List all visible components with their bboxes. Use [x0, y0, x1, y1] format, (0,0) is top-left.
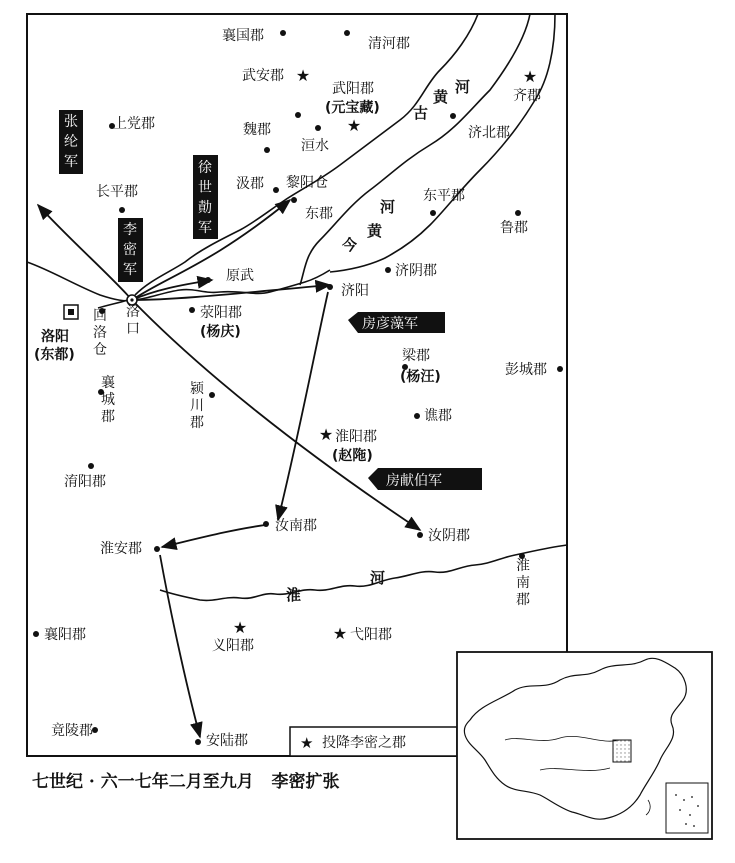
army-text: 徐 [198, 160, 212, 176]
place-label: 上党郡 [113, 116, 155, 132]
army-text: 李 [123, 222, 137, 238]
army-text: 军 [198, 220, 212, 236]
army-text: 密 [123, 242, 137, 258]
place-label: 洛阳 [41, 329, 69, 345]
route-fangxianbo [132, 300, 420, 530]
place-label: 颍川郡 [190, 381, 204, 431]
place-label: 梁郡 [402, 348, 430, 364]
place-label: 济北郡 [468, 125, 510, 141]
route-to-jiyang [132, 285, 330, 300]
army-text: 勣 [198, 200, 212, 216]
rivers [27, 14, 567, 600]
place-label: (元宝藏) [325, 100, 380, 116]
star-icon: ★ [318, 425, 334, 444]
army-text: 军 [64, 154, 78, 170]
place-label: 清河郡 [368, 36, 410, 52]
river-label-char: 河 [455, 78, 471, 96]
place-label: 襄国郡 [222, 28, 264, 44]
army-text: 纶 [64, 134, 78, 150]
place-label: 东平郡 [423, 188, 465, 204]
place-label: (东都) [34, 347, 75, 363]
route-fangyanzao [278, 292, 328, 520]
inset-highlight [613, 740, 631, 762]
army-text: 军 [123, 262, 137, 278]
star-icon: ★ [295, 66, 311, 85]
place-label: 洛口 [126, 304, 140, 337]
place-label: 武阳郡 [332, 81, 374, 97]
army-text: 房彦藻军 [362, 316, 418, 332]
place-label: (杨庆) [200, 324, 241, 340]
army-label-fangyanzao [348, 312, 445, 333]
river-label-char: 黄 [433, 88, 449, 106]
place-label: 长平郡 [96, 184, 138, 200]
place-label: 淮南郡 [516, 558, 530, 608]
place-label: 义阳郡 [212, 638, 254, 654]
place-label: 济阳 [341, 283, 369, 299]
place-label: 洹水 [301, 138, 329, 154]
star-icon: ★ [346, 116, 362, 135]
army-label-fangxianbo [368, 468, 482, 490]
river-jin-huang-he [27, 262, 330, 301]
inset-map [457, 652, 712, 839]
place-label: 弋阳郡 [350, 627, 392, 643]
army-text: 房献伯军 [386, 473, 442, 489]
place-labels [34, 28, 547, 749]
map-caption: 七世纪 · 六一七年二月至九月 李密扩张 [32, 772, 340, 792]
river-gu-huang-he-north [135, 14, 478, 295]
place-label: 襄阳郡 [44, 627, 86, 643]
place-label: 汲郡 [236, 176, 264, 192]
river-gu-huang-he-south [300, 14, 530, 285]
river-label-char: 河 [370, 569, 386, 587]
legend [290, 727, 457, 756]
place-label: 淯阳郡 [64, 474, 106, 490]
army-label-xushiji [193, 155, 218, 239]
inset-southsea-box [666, 783, 708, 833]
river-huai-he [160, 545, 567, 600]
place-label: 谯郡 [424, 408, 452, 424]
army-text: 世 [198, 180, 212, 196]
place-label: 魏郡 [243, 122, 271, 138]
river-label-char: 黄 [367, 222, 383, 240]
place-label: 黎阳仓 [286, 175, 328, 191]
route-zhanglun [38, 205, 132, 300]
place-label: 东郡 [305, 206, 333, 222]
place-label: 原武 [226, 268, 254, 284]
place-label: 济阴郡 [395, 263, 437, 279]
place-label: 回洛仓 [93, 308, 107, 358]
army-label-limi [118, 218, 143, 282]
place-label: 竟陵郡 [51, 723, 93, 739]
place-label: 鲁郡 [500, 220, 528, 236]
legend-label: 投降李密之郡 [322, 735, 406, 751]
place-label: 汝南郡 [275, 518, 317, 534]
place-label: 安陆郡 [206, 733, 248, 749]
place-label: 齐郡 [513, 88, 541, 104]
place-label: 淮阳郡 [335, 429, 377, 445]
river-label-char: 今 [342, 236, 358, 254]
river-label-char: 古 [413, 104, 429, 122]
surrender-stars [233, 66, 537, 643]
army-text: 张 [64, 114, 78, 130]
place-label: 武安郡 [242, 68, 284, 84]
place-label: 汝阴郡 [428, 528, 470, 544]
river-label-char: 淮 [286, 586, 302, 604]
place-label: 淮安郡 [100, 541, 142, 557]
star-icon: ★ [522, 67, 538, 86]
place-label: 荥阳郡 [200, 305, 242, 321]
river-label-char: 河 [380, 198, 396, 216]
river-luo [98, 300, 128, 308]
star-icon: ★ [332, 624, 348, 643]
place-label: (赵陁) [332, 448, 373, 464]
place-label: 襄城郡 [101, 375, 115, 425]
route-runan-huaian [162, 525, 265, 547]
route-huaian-anlu [160, 555, 200, 737]
army-label-zhanglun [59, 110, 83, 174]
place-label: (杨汪) [400, 369, 441, 385]
place-label: 彭城郡 [505, 362, 547, 378]
star-icon: ★ [232, 618, 248, 637]
star-icon: ★ [300, 734, 314, 752]
capital-marker [64, 305, 78, 319]
